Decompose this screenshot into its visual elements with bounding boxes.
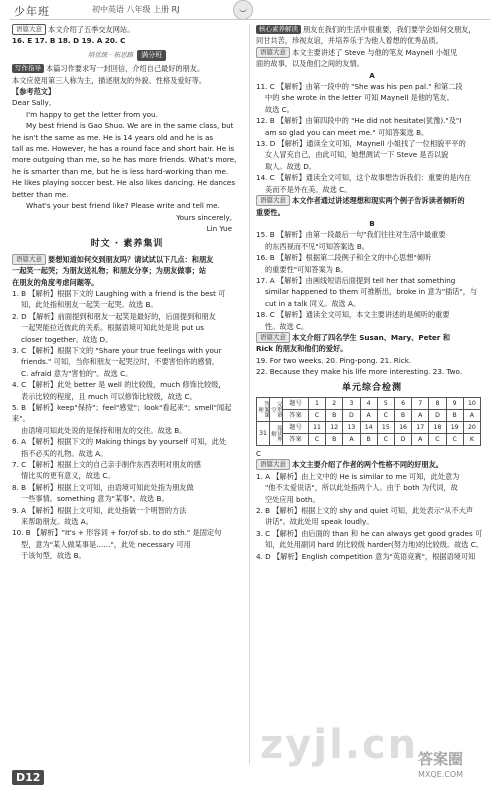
table-row xyxy=(257,434,481,446)
letter-line: he is smarter than me, but he is less hard-working than me. xyxy=(12,166,229,176)
answer-line: 2. B 【解析】根据上文的 shy and quiet 可知，此处表示"从不大声 xyxy=(256,506,473,516)
letter-line: My best friend is Gao Shuo. We are in the same class, but xyxy=(26,121,234,131)
table-cell: D xyxy=(394,434,411,446)
letter-line: more outgoing than me, so he has more friends. What's more, xyxy=(12,155,237,165)
table-cell: 13 xyxy=(343,422,360,434)
answer-line: 美而不是外在美。故选 C。 xyxy=(265,184,352,194)
page-header xyxy=(0,0,500,20)
answer-line: 15. B 【解析】由第一段最后一句"我们往往对生活中最重要 xyxy=(256,230,446,240)
answer-line: "他不太爱说话"，所以此处指两个人。由于 both 为代词，故 xyxy=(265,483,458,493)
letter-line: Dear Sally, xyxy=(12,98,52,108)
right-line: 语篇大意 本文作者通过讲述理想和现实两个例子告诉读者倾听的 xyxy=(256,195,488,206)
answer-line: 知，此处用副词 hard 的比较级 harder(努力地)的比较级。故选 C。 xyxy=(265,540,483,550)
letter-line: Yours sincerely, xyxy=(176,212,232,222)
answer-line: 12. B 【解析】由第四段中的 "He did not hesitate(犹豫)."及"I xyxy=(256,116,462,126)
table-cell: 9 xyxy=(446,398,463,410)
section-tag: 写作指导 xyxy=(12,64,44,73)
answer-line: 中的 she wrote in the letter 可知 Maynell 是他的笔友。 xyxy=(265,93,454,103)
left-line: 语篇大意 本文介绍了五季交友网站。 xyxy=(12,24,242,35)
answer-table xyxy=(256,397,481,446)
answer-line: 3. C 【解析】由后面的 than 和 he can always get good grades 可 xyxy=(256,528,483,538)
left-line: 本文应使用第三人称为主，描述朋友的外貌、性格及爱好等。 xyxy=(12,75,207,85)
section-tag: 语篇大意 xyxy=(256,195,290,206)
table-cell: B xyxy=(360,434,377,446)
answer-line: 16. E 17. B 18. D 19. A 20. C xyxy=(12,36,126,46)
answer-line: 型，意为"某人做某事是……"，此处 necessary 可用 xyxy=(21,539,191,549)
answer-line: 1. B 【解析】根据下文的 Laughing with a friend is the best 可 xyxy=(12,288,226,298)
table-cell: 答案 xyxy=(283,434,309,446)
table-cell: 5 xyxy=(377,398,394,410)
part-label: B xyxy=(369,218,375,228)
table-cell: 1 xyxy=(308,398,325,410)
letter-line: Lin Yue xyxy=(206,223,232,233)
answer-line: 4. C 【解析】此处 better 是 well 的比较级，much 修饰比较级， xyxy=(12,380,226,390)
table-label: 完形填空 xyxy=(270,398,283,422)
answer-line: 故选 C。 xyxy=(265,104,294,114)
table-cell: C xyxy=(446,434,463,446)
answer-line: friends." 可知，当你和朋友一起哭泣时，不要害怕你的感情， xyxy=(21,357,219,367)
part-label: A xyxy=(369,70,375,80)
table-cell: 19 xyxy=(446,422,463,434)
answer-line: 11. C 【解析】由第一段中的 "She was his pen pal." 和第二段 xyxy=(256,82,463,92)
table-cell: 7 xyxy=(412,398,429,410)
table-cell: A xyxy=(412,410,429,422)
table-cell: 31 xyxy=(257,422,270,446)
answer-line: 一起哭能拉近彼此的关系。根据语境可知此处是说 put us xyxy=(21,323,204,333)
answer-line: 于该句型，故选 B。 xyxy=(21,551,86,561)
table-cell: B xyxy=(446,410,463,422)
left-line: 语篇大意 要想知道如何交到朋友吗？请试试以下几点：和朋友 xyxy=(12,254,242,265)
table-cell: D xyxy=(343,410,360,422)
right-line: 重要性。 xyxy=(256,207,285,217)
answer-line: 9. A 【解析】根据上文可知，此处指做一个明智的方法 xyxy=(12,505,187,515)
answer-line: 女人冒充自己，由此可知，她想测试一下 Steve 是否以貌 xyxy=(265,150,449,160)
answer-line: similar happened to them 可推断出，broke in 意为"插话"，与 xyxy=(265,287,478,297)
table-cell: 15 xyxy=(377,422,394,434)
letter-line: I'm happy to get the letter from you. xyxy=(26,109,158,119)
answer-line: 一些事情。something 意为"某事"。故选 B。 xyxy=(21,494,169,504)
right-line: 核心素养解读 朋友在我们的生活中很重要，我们要学会如何交朋友， xyxy=(256,24,488,35)
section-tag: 语篇大意 xyxy=(256,332,290,343)
left-column xyxy=(12,24,242,562)
section-tag: 语篇大意 xyxy=(12,24,46,35)
left-line: 【参考范文】 xyxy=(12,87,56,97)
page-number: D12 xyxy=(12,770,44,785)
table-cell: 12 xyxy=(326,422,343,434)
answer-line: 来帮助朋友。故选 A。 xyxy=(21,517,93,527)
answer-line: 5. B 【解析】keep"保持"；feel"感觉"；look"看起来"；smell"闻起来"。 xyxy=(12,403,232,424)
answer-line: 知，此处指和朋友一起笑一起哭。故选 B。 xyxy=(21,300,158,310)
watermark-text: zyjl.cn xyxy=(260,722,419,768)
table-cell: A xyxy=(463,410,480,422)
right-line: 语篇大意 本文主要介绍了作者的两个性格不同的好朋友。 xyxy=(256,459,488,470)
answer-line: 7. C 【解析】根据上文的自己亲手制作东西表明对朋友的感 xyxy=(12,460,201,470)
section-tag: 语篇大意 xyxy=(12,254,46,265)
left-line: 在朋友的角度考虑问题等。 xyxy=(12,277,99,287)
answer-line: 18. C 【解析】通读全文可知，本文主要讲述的是倾听的重要 xyxy=(256,310,450,320)
answer-line: 空处应用 both。 xyxy=(265,494,320,504)
answer-line: 性。故选 C。 xyxy=(265,321,309,331)
answer-line: 14. C 【解析】通读全文可知，这个故事想告诉我们：重要的是内在 xyxy=(256,173,472,183)
answer-line: 13. D 【解析】通读全文可知，Maynell 小姐找了一位相貌平平的 xyxy=(256,139,466,149)
answer-line: 6. A 【解析】根据下文的 Making things by yourself 可知，此处 xyxy=(12,437,227,447)
section-tag: 语篇大意 xyxy=(256,47,290,58)
answer-line: 情比买的更有意义，故选 C。 xyxy=(21,471,115,481)
table-cell: 14 xyxy=(360,422,377,434)
answer-line: 8. B 【解析】根据上文可知，由语境可知此处指为朋友做 xyxy=(12,482,194,492)
table-cell: 题号 xyxy=(283,422,309,434)
table-cell: B xyxy=(326,434,343,446)
table-row xyxy=(257,422,481,434)
mascot-icon xyxy=(233,0,253,20)
table-cell: A xyxy=(360,410,377,422)
header-rule xyxy=(10,19,490,20)
right-column xyxy=(256,24,488,562)
table-cell: C xyxy=(377,410,394,422)
answer-line: 10. B 【解析】"It's + 形容词 + for/of sb. to do sth." 是固定句 xyxy=(12,528,222,538)
answer-line: 指不必买的礼物。故选 A。 xyxy=(21,448,108,458)
table-cell: 8 xyxy=(429,398,446,410)
table-label: 答案课理 xyxy=(257,398,270,422)
answer-line: 的东西视而不见"可知答案选 B。 xyxy=(265,241,369,251)
brand-logo: 少年班 xyxy=(14,5,50,18)
answer-line: 讲话"。故此处用 speak loudly。 xyxy=(265,517,374,527)
table-cell: 答案 xyxy=(283,410,309,422)
table-cell: K xyxy=(463,434,480,446)
left-line: 一起笑一起哭；为朋友送礼物；和朋友分享；为朋友做事；站 xyxy=(12,266,207,276)
watermark-url: MXQE.COM xyxy=(418,770,464,779)
section-tag: 核心素养解读 xyxy=(256,25,301,34)
answer-line: am so glad you can meet me." 可知答案选 B。 xyxy=(265,127,429,137)
answer-line: 取人。故选 D。 xyxy=(265,161,316,171)
answer-line: closer together。故选 D。 xyxy=(21,334,113,344)
answer-line: 16. B 【解析】根据第二段例子和全文的中心思想"倾听 xyxy=(256,253,432,263)
left-line: 写作指导 本篇习作要求写一封回信，介绍自己最好的朋友。 xyxy=(12,63,242,74)
table-cell: A xyxy=(412,434,429,446)
table-cell: C xyxy=(377,434,394,446)
page-footer xyxy=(12,766,44,785)
section-tag: 语篇大意 xyxy=(256,459,290,470)
letter-line: What's your best friend like? Please write and tell me. xyxy=(26,201,220,211)
answer-line: 表示比较的程度，且 much 可以修饰比较级，故选 C。 xyxy=(21,391,197,401)
answer-line: 19. For two weeks. 20. Ping-pong. 21. Rick. xyxy=(256,355,412,365)
right-line: Rick 的朋友和他们的爱好。 xyxy=(256,344,348,354)
table-cell: B xyxy=(326,410,343,422)
right-line: 语篇大意 本文主要讲述了 Steve 与他的笔友 Maynell 小姐见 xyxy=(256,47,488,58)
watermark-logo: 答案圈 xyxy=(418,750,464,768)
answer-line: 1. A 【解析】由上文中的 He is similar to me 可知，此处意为 xyxy=(256,471,460,481)
table-cell: D xyxy=(429,410,446,422)
answer-line: 2. D 【解析】前面提到和朋友一起笑是最好的，后面提到和朋友 xyxy=(12,311,216,321)
table-cell: C xyxy=(429,434,446,446)
table-cell: 20 xyxy=(463,422,480,434)
answer-line: cut in a talk 同义。故选 A。 xyxy=(265,298,361,308)
section-title: 时文 · 素养集训 xyxy=(90,239,164,250)
letter-line: He likes playing soccer best. He also likes dancing. He dances xyxy=(12,178,236,188)
table-cell: 3 xyxy=(343,398,360,410)
table-cell: 2 xyxy=(326,398,343,410)
answer-line: 17. A 【解析】由画线短语后面提到 tell her that something xyxy=(256,275,456,285)
answer-line: 由语境可知此处说的是保持和朋友的交往。故选 B。 xyxy=(21,425,187,435)
table-cell: 11 xyxy=(308,422,325,434)
table-row xyxy=(257,410,481,422)
table-cell: 16 xyxy=(394,422,411,434)
letter-line: he isn't the same as me. He is 14 years old and he is as xyxy=(12,132,214,142)
answer-line: C. afraid 意为"害怕的"。故选 C。 xyxy=(21,368,133,378)
answer-line: 4. D 【解析】English competition 意为"英语竞赛"，根据语境可知 xyxy=(256,551,476,561)
section-title: 单元综合检测 xyxy=(341,382,402,393)
answer-line: 22. Because they make his life more interesting. 23. Two. xyxy=(256,367,463,377)
section-banner: 培优练 · 拓思路 满分班 xyxy=(12,50,242,61)
table-row xyxy=(257,398,481,410)
table-cell: 17 xyxy=(412,422,429,434)
table-label: 阅读理解 xyxy=(270,422,283,446)
letter-line: tall as me. However, he has a round face and short hair. He is xyxy=(12,144,235,154)
right-line: 同甘共苦，珍视友谊，并培养乐于为他人着想的优秀品质。 xyxy=(256,36,443,46)
table-cell: B xyxy=(394,410,411,422)
table-cell: 6 xyxy=(394,398,411,410)
right-line: 语篇大意 本文介绍了四名学生 Susan、Mary、Peter 和 xyxy=(256,332,488,343)
answer-line: C xyxy=(256,449,262,458)
book-info: 初中英语 八年级 上册 RJ xyxy=(92,5,180,14)
table-cell: 18 xyxy=(429,422,446,434)
answer-line: 的重要性"可知答案为 B。 xyxy=(265,264,348,274)
letter-line: better than me. xyxy=(12,189,69,199)
right-line: 面的故事，以及他们之间的友情。 xyxy=(256,59,364,69)
table-cell: 4 xyxy=(360,398,377,410)
table-cell: C xyxy=(308,434,325,446)
column-divider xyxy=(249,24,250,764)
table-cell: C xyxy=(308,410,325,422)
table-cell: A xyxy=(343,434,360,446)
table-cell: 题号 xyxy=(283,398,309,410)
table-cell: 10 xyxy=(463,398,480,410)
answer-line: 3. C 【解析】根据下文的 "Share your true feelings with your xyxy=(12,345,222,355)
